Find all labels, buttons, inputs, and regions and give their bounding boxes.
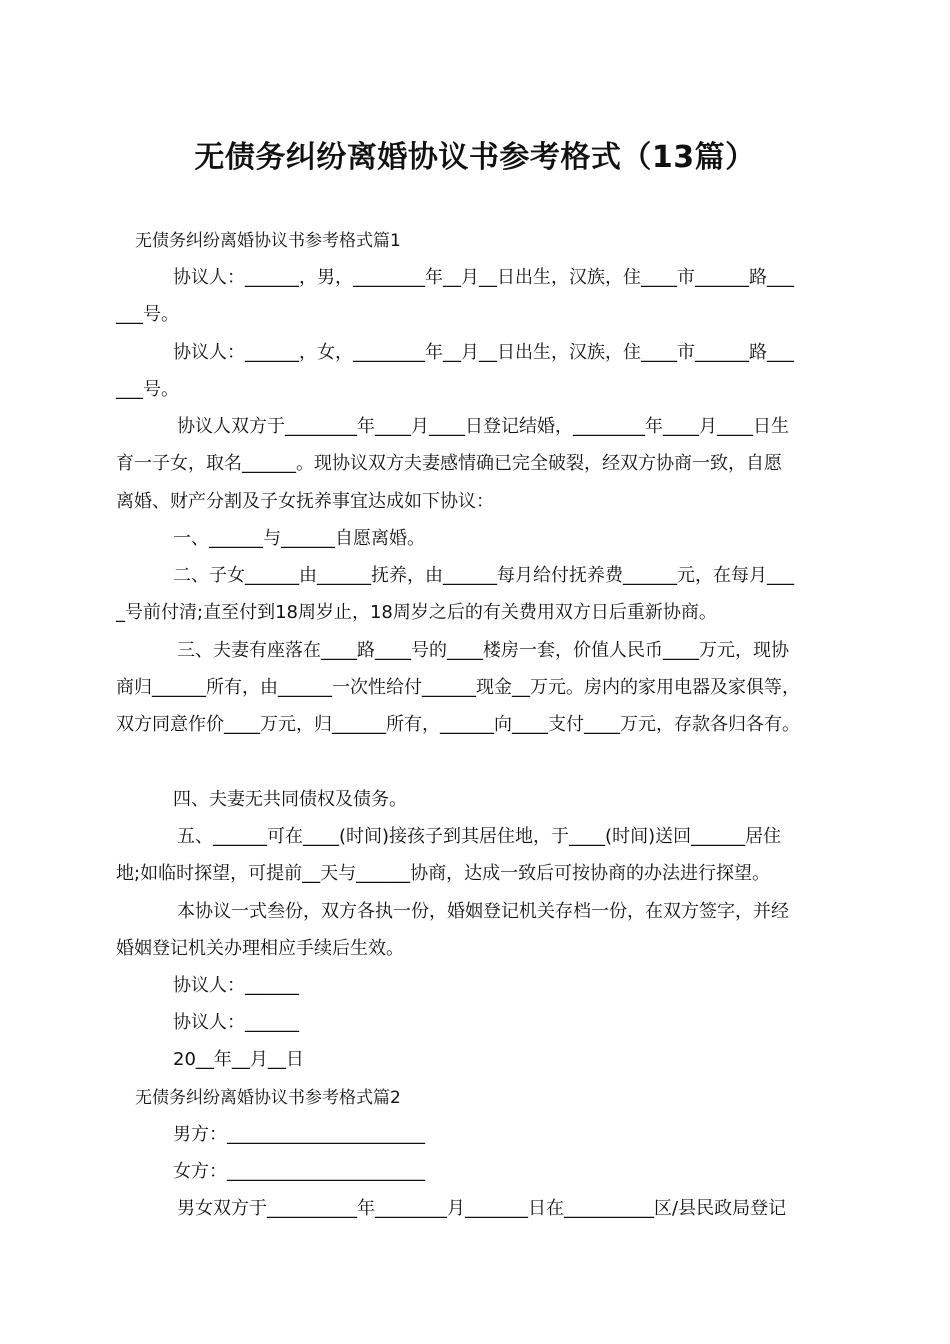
paragraph-marriage-line-3: 离婚、财产分割及子女抚养事宜达成如下协议： [116, 491, 494, 512]
party-1-line: 协议人：______，男，________年__月__日出生，汉族，住____市______路___ [173, 267, 794, 288]
clause-1: 一、______与______自愿离婚。 [173, 528, 425, 549]
female-party-line: 女方：______________________ [173, 1161, 425, 1182]
clause-4: 四、夫妻无共同债权及债务。 [173, 789, 407, 810]
party-2-line-cont: ___号。 [116, 379, 179, 400]
clause-3-line-1: 三、夫妻有座落在____路____号的____楼房一套，价值人民币____万元，现协 [177, 640, 789, 661]
signature-date: 20__年__月__日 [173, 1049, 304, 1070]
male-party-line: 男方：______________________ [173, 1124, 425, 1145]
clause-5-line-1: 五、______可在____(时间)接孩子到其居住地，于____(时间)送回______居住 [177, 826, 782, 847]
paragraph-marriage-line-1: 协议人双方于________年____月____日登记结婚，________年____月____日生 [177, 416, 789, 437]
clause-2-line-1: 二、子女______由______抚养，由______每月给付抚养费______元，在每月___ [173, 565, 794, 586]
clause-5-line-2: 地;如临时探望，可提前__天与______协商，达成一致后可按协商的办法进行探望。 [116, 863, 771, 884]
section-heading-1: 无债务纠纷离婚协议书参考格式篇1 [135, 231, 401, 251]
party-1-line-cont: ___号。 [116, 304, 179, 325]
document-title: 无债务纠纷离婚协议书参考格式（13篇） [194, 140, 756, 175]
clause-2-line-2: _号前付清;直至付到18周岁止，18周岁之后的有关费用双方日后重新协商。 [116, 602, 717, 623]
closing-line-1: 本协议一式叁份，双方各执一份，婚姻登记机关存档一份，在双方签字，并经 [177, 901, 789, 922]
party-2-line: 协议人：______，女，________年__月__日出生，汉族，住____市______路___ [173, 342, 794, 363]
signature-party-1: 协议人：______ [173, 975, 299, 996]
section-heading-2: 无债务纠纷离婚协议书参考格式篇2 [135, 1088, 401, 1108]
section-2-paragraph-line-1: 男女双方于__________年________月_______日在__________区/县民政局登记 [177, 1198, 787, 1219]
signature-party-2: 协议人：______ [173, 1012, 299, 1033]
clause-3-line-2: 商归______所有，由______一次性给付______现金__万元。房内的家用电器及家俱等， [116, 677, 800, 698]
paragraph-marriage-line-2: 育一子女，取名______。现协议双方夫妻感情确已完全破裂，经双方协商一致，自愿 [116, 453, 782, 474]
closing-line-2: 婚姻登记机关办理相应手续后生效。 [116, 938, 404, 959]
clause-3-line-3: 双方同意作价____万元，归______所有，______向____支付____万元，存款各归各有。 [116, 714, 800, 735]
